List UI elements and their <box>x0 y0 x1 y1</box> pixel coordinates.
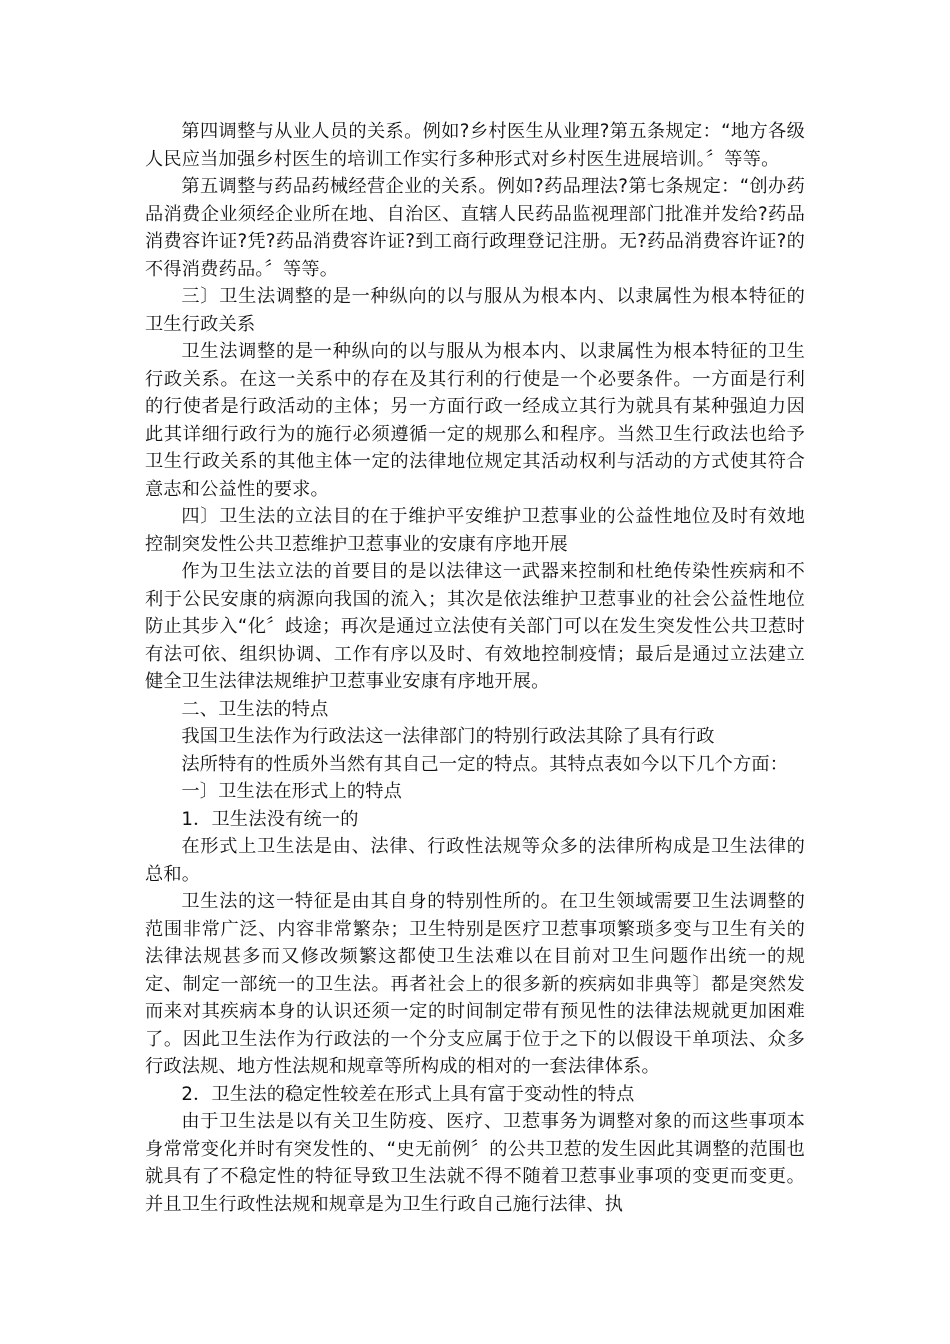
paragraph-stability-reason: 由于卫生法是以有关卫生防疫、医疗、卫惹事务为调整对象的而这些事项本身常常变化并时有突发性的、“史无前例〞的公共卫惹的发生因此其调整的范围也就具有了不稳定性的特征导致卫生法就不得不随着卫惹事业事项的变更而变更。并且卫生行政性法规和规章是为卫生行政自己施行法律、执 <box>145 1111 805 1215</box>
subheading-poor-stability: 2．卫生法的稳定性较差在形式上具有富于变动性的特点 <box>181 1083 635 1105</box>
document-body <box>145 118 805 1218</box>
paragraph-administrative-relation: 卫生法调整的是一种纵向的以与服从为根本内、以隶属性为根本特征的卫生行政关系。在这一关系中的存在及其行利的行使是一个必要条件。一方面是行利的行使者是行政活动的主体；另一方面行政一经成立其行为就具有某种强迫力因此其详细行政行为的施行必须遵循一定的规那么和程序。当然卫生行政法也给予卫生行政关系的其他主体一定的法律地位规定其活动权利与活动的方式使其符合意志和公益性的要求。 <box>145 341 805 500</box>
section-heading-3: 三〕卫生法调整的是一种纵向的以与服从为根本内、以隶属性为根本特征的卫生行政关系 <box>145 286 805 335</box>
paragraph-form-reason: 卫生法的这一特征是由其自身的特别性所的。在卫生领域需要卫生法调整的范围非常广泛、内容非常繁杂；卫生特别是医疗卫惹事项繁琐多变与卫生有关的法律法规甚多而又修改频繁这都使卫生法难以在目前对卫生问题作出统一的规定、制定一部统一的卫生法。再者社会上的很多新的疾病如非典等〕都是突然发而来对其疾病本身的认识还须一定的时间制定带有预见性的法律法规就更加困难了。因此卫生法作为行政法的一个分支应属于位于之下的以假设干单项法、众多行政法规、地方性法规和规章等所构成的相对的一套法律体系。 <box>145 891 805 1077</box>
paragraph-article-4: 第四调整与从业人员的关系。例如?乡村医生从业理?第五条规定：“地方各级人民应当加强乡村医生的培训工作实行多种形式对乡村医生进展培训。〞等等。 <box>145 121 805 170</box>
paragraph-article-5: 第五调整与药品药械经营企业的关系。例如?药品理法?第七条规定：“创办药品消费企业须经企业所在地、自治区、直辖人民药品监视理部门批准并发给?药品消费容许证?凭?药品消费容许证?到工商行政理登记注册。无?药品消费容许证?的不得消费药品。〞等等。 <box>145 176 805 280</box>
paragraph-intro-line-1: 我国卫生法作为行政法这一法律部门的特别行政法其除了具有行政 <box>181 726 715 747</box>
section-heading-form: 一〕卫生法在形式上的特点 <box>181 781 403 802</box>
section-heading-4: 四〕卫生法的立法目的在于维护平安维护卫惹事业的公益性地位及时有效地控制突发性公共卫惹维护卫惹事业的安康有序地开展 <box>145 506 805 555</box>
chapter-heading-characteristics: 二、卫生法的特点 <box>181 698 329 720</box>
paragraph-legislative-purpose: 作为卫生法立法的首要目的是以法律这一武器来控制和杜绝传染性疾病和不利于公民安康的病源向我国的流入；其次是依法维护卫惹事业的社会公益性地位防止其步入“化〞歧途；再次是通过立法使有关部门可以在发生突发性公共卫惹时有法可依、组织协调、工作有序以及时、有效地控制疫情；最后是通过立法建立健全卫生法律法规维护卫惹事业安康有序地开展。 <box>145 561 805 692</box>
paragraph-form-composition: 在形式上卫生法是由、法律、行政性法规等众多的法律所构成是卫生法律的总和。 <box>145 836 805 885</box>
paragraph-intro-line-2: 法所特有的性质外当然有其自己一定的特点。其特点表如今以下几个方面： <box>181 753 789 775</box>
subheading-no-unified-code: 1．卫生法没有统一的 <box>181 808 359 830</box>
